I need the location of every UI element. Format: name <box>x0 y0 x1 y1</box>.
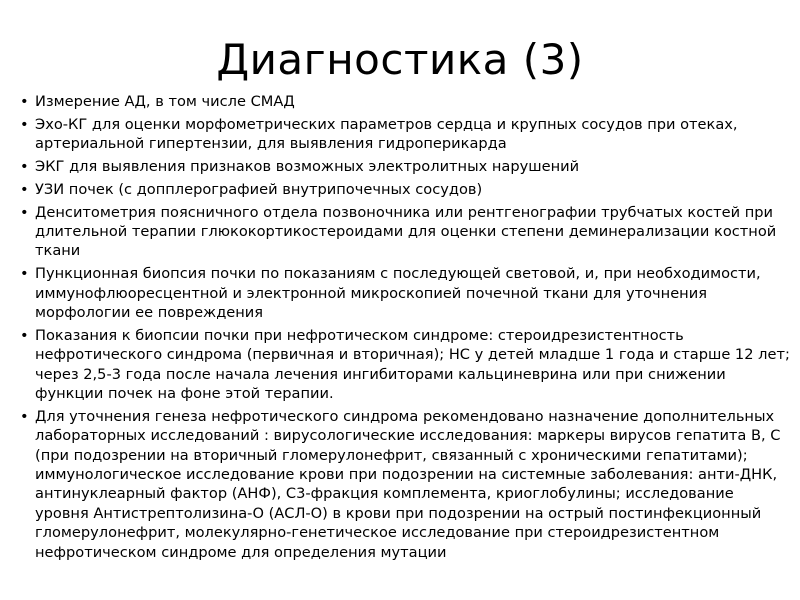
list-item-text: Денситометрия поясничного отдела позвоночника или рентгенографии трубчатых костей при длительной терапии глюкокортикостероидами для оценки степени деминерализации костной ткани <box>35 203 777 260</box>
list-item <box>20 203 790 261</box>
list-item <box>20 326 790 404</box>
list-item <box>20 264 790 322</box>
list-item <box>20 115 790 154</box>
bullet-icon: • <box>20 115 29 133</box>
bullet-icon: • <box>20 180 29 198</box>
bullet-icon: • <box>20 265 29 283</box>
bullet-list <box>20 92 790 565</box>
bullet-icon: • <box>20 203 29 221</box>
list-item-text: Измерение АД, в том числе СМАД <box>35 93 295 110</box>
bullet-icon: • <box>20 407 29 425</box>
list-item-text: УЗИ почек (с допплерографией внутрипочечных сосудов) <box>35 180 483 198</box>
list-item-text: Эхо-КГ для оценки морфометрических параметров сердца и крупных сосудов при отеках, артериальной гипертензии, для выявления гидроперикарда <box>35 115 738 153</box>
bullet-icon: • <box>20 326 29 344</box>
list-item-text: Для уточнения генеза нефротического синдрома рекомендовано назначение дополнительных лабораторных исследований : вирусологические исследования: маркеры вирусов гепатита В, С (при подозрении на вторичный гломерулонефрит, связанный с хроническими гепатитами); иммунологическое исследование крови при подозрении на системные заболевания: анти-ДНК, антинуклеарный фактор (АНФ), С3-фракция комплемента, криоглобулины; исследование уровня Антистрептолизина-О (АСЛ-О) в крови при подозрении на острый постинфекционный гломерулонефрит, молекулярно-генетическое исследование при стероидрезистентном нефротическом синдроме для определения мутации <box>35 407 781 561</box>
list-item <box>20 407 790 562</box>
bullet-icon: • <box>20 158 29 175</box>
list-item-text: ЭКГ для выявления признаков возможных электролитных нарушений <box>35 158 580 175</box>
list-item-text: Показания к биопсии почки при нефротическом синдроме: стероидрезистентность нефротического синдрома (первичная и вторичная); НС у детей младше 1 года и старше 12 лет; через 2,5-3 года после начала лечения ингибиторами кальциневрина или при снижении функции почек на фоне этой терапии. <box>35 326 790 403</box>
slide-title: Диагностика (3) <box>216 35 584 84</box>
bullet-icon: • <box>20 93 29 110</box>
list-item <box>20 180 790 199</box>
list-item <box>20 92 790 111</box>
list-item-text: Пункционная биопсия почки по показаниям с последующей световой, и, при необходимости, иммунофлюоресцентной и электронной микроскопией почечной ткани для уточнения морфологии ее повреждения <box>35 265 761 322</box>
list-item <box>20 157 790 176</box>
